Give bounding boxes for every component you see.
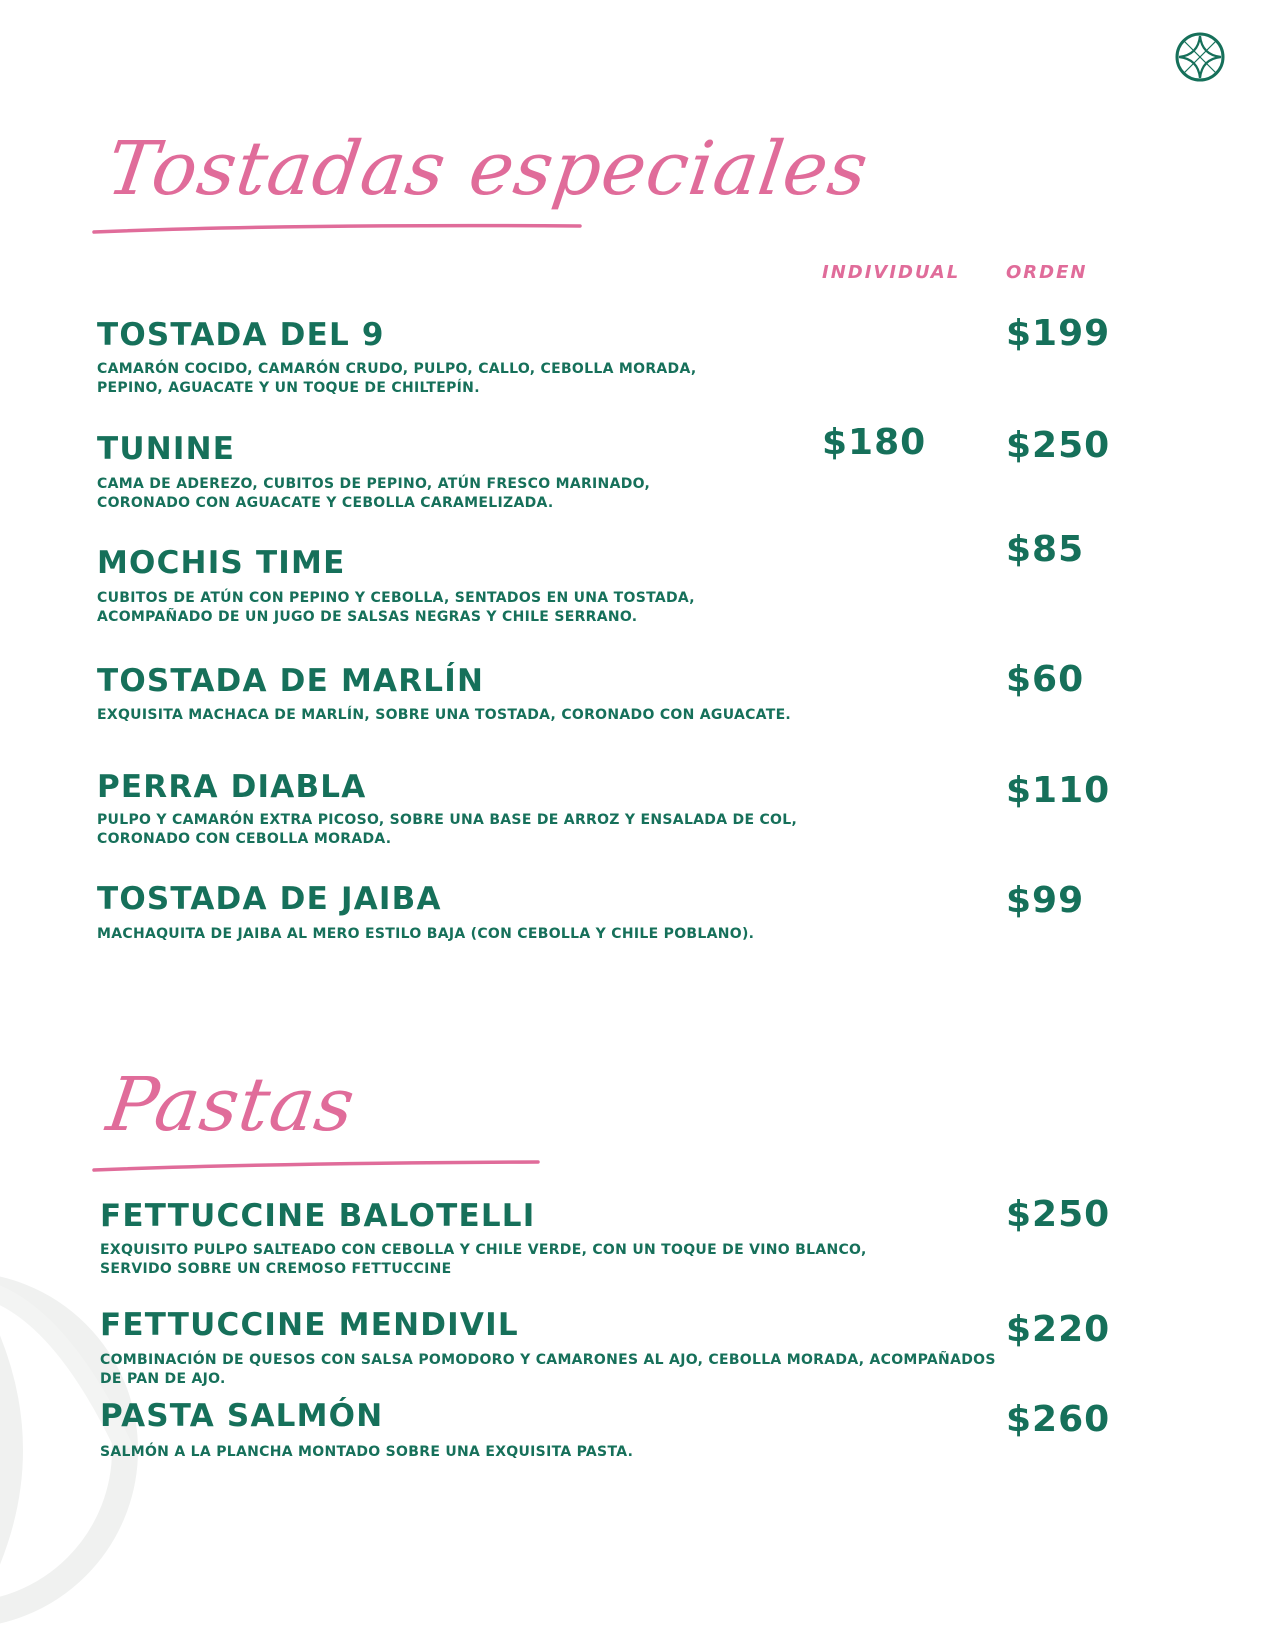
menu-item-description: EXQUISITO PULPO SALTEADO CON CEBOLLA Y CHILE VERDE, CON UN TOQUE DE VINO BLANCO, SERVIDO SOBRE UN CREMOSO FETTUCCINE	[100, 1242, 867, 1277]
menu-item-name: TUNINE	[97, 431, 236, 467]
menu-item-name: TOSTADA DE MARLÍN	[97, 663, 485, 699]
menu-item-name: MOCHIS TIME	[97, 545, 346, 581]
menu-item-description: CUBITOS DE ATÚN CON PEPINO Y CEBOLLA, SENTADOS EN UNA TOSTADA, ACOMPAÑADO DE UN JUGO DE SALSAS NEGRAS Y CHILE SERRANO.	[97, 590, 695, 625]
section-title-pastas: Pastas	[101, 1062, 361, 1148]
menu-item-name: PASTA SALMÓN	[100, 1398, 384, 1434]
price-orden: $110	[1006, 770, 1111, 811]
section-title-tostadas: Tostadas especiales	[101, 126, 874, 212]
menu-item-name: FETTUCCINE MENDIVIL	[100, 1307, 519, 1343]
menu-item-description: SALMÓN A LA PLANCHA MONTADO SOBRE UNA EXQUISITA PASTA.	[100, 1444, 634, 1460]
column-header-individual: INDIVIDUAL	[822, 262, 961, 283]
section-underline-tostadas	[92, 222, 582, 238]
price-orden: $99	[1006, 880, 1085, 921]
section-underline-pastas	[92, 1159, 542, 1175]
price-orden: $199	[1006, 313, 1111, 354]
menu-item-name: FETTUCCINE BALOTELLI	[100, 1198, 536, 1234]
price-orden: $60	[1006, 659, 1085, 700]
menu-item-description: CAMA DE ADEREZO, CUBITOS DE PEPINO, ATÚN FRESCO MARINADO, CORONADO CON AGUACATE Y CEBOLLA CARAMELIZADA.	[97, 476, 651, 511]
menu-item-description: PULPO Y CAMARÓN EXTRA PICOSO, SOBRE UNA BASE DE ARROZ Y ENSALADA DE COL, CORONADO CON CEBOLLA MORADA.	[97, 812, 798, 847]
price-orden: $250	[1006, 425, 1111, 466]
menu-item-description: COMBINACIÓN DE QUESOS CON SALSA POMODORO Y CAMARONES AL AJO, CEBOLLA MORADA, ACOMPAÑADOS DE PAN DE AJO.	[100, 1352, 996, 1387]
column-header-orden: ORDEN	[1006, 262, 1088, 283]
price-orden: $220	[1006, 1309, 1111, 1350]
price-orden: $85	[1006, 529, 1085, 570]
price-individual: $180	[822, 422, 927, 463]
menu-item-description: EXQUISITA MACHACA DE MARLÍN, SOBRE UNA TOSTADA, CORONADO CON AGUACATE.	[97, 707, 792, 723]
menu-item-name: TOSTADA DEL 9	[97, 317, 385, 353]
brand-logo-icon	[1174, 31, 1226, 83]
menu-item-name: PERRA DIABLA	[97, 769, 367, 805]
menu-item-name: TOSTADA DE JAIBA	[97, 881, 442, 917]
menu-item-description: CAMARÓN COCIDO, CAMARÓN CRUDO, PULPO, CALLO, CEBOLLA MORADA, PEPINO, AGUACATE Y UN TOQUE DE CHILTEPÍN.	[97, 361, 697, 396]
menu-item-description: MACHAQUITA DE JAIBA AL MERO ESTILO BAJA (CON CEBOLLA Y CHILE POBLANO).	[97, 926, 755, 942]
price-orden: $250	[1006, 1194, 1111, 1235]
price-orden: $260	[1006, 1399, 1111, 1440]
